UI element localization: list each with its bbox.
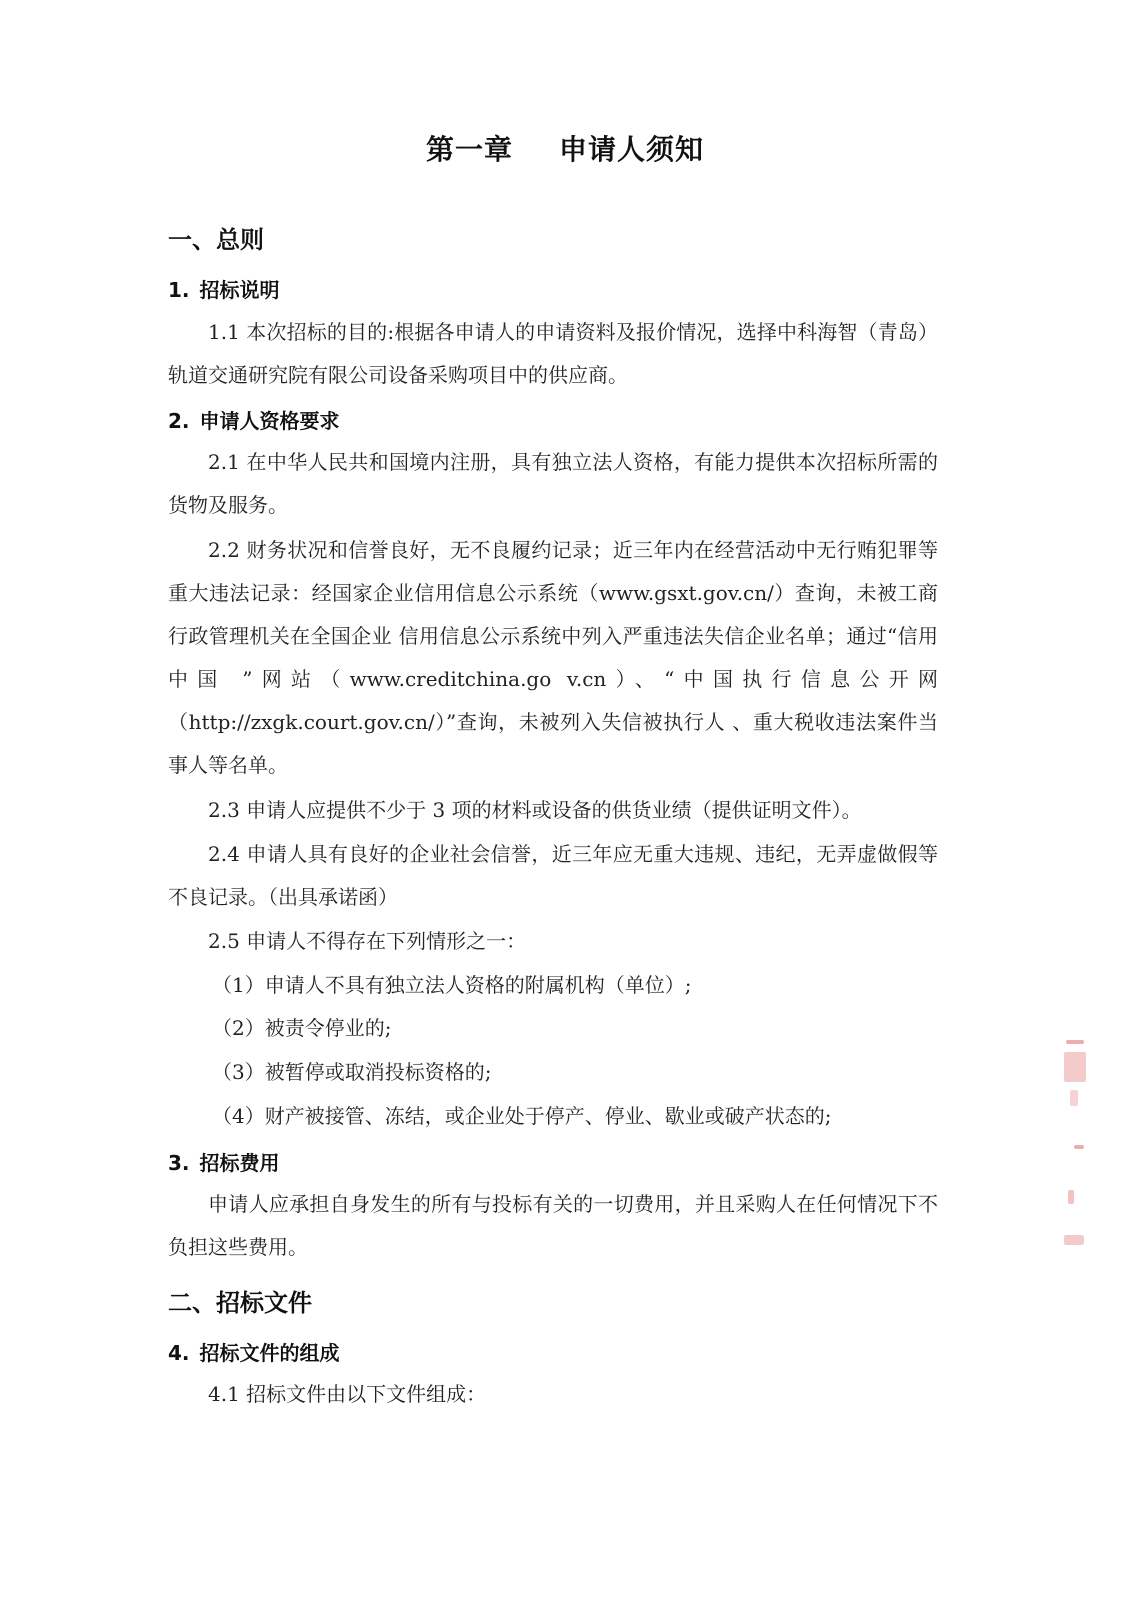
paragraph-2-3: 2.3 申请人应提供不少于 3 项的材料或设备的供货业绩（提供证明文件）。 — [208, 798, 862, 822]
paragraph-2-4: 2.4 申请人具有良好的企业社会信誉，近三年应无重大违规、违纪，无弄虚做假等不良记录。（出具承诺函） — [168, 842, 938, 909]
item-heading-bid-cost — [168, 1147, 280, 1176]
list-item-2: （2）被责令停业的; — [212, 1016, 392, 1040]
item-number: 1. — [168, 278, 190, 302]
paragraph-2-1: 2.1 在中华人民共和国境内注册，具有独立法人资格，有能力提供本次招标所需的货物及服务。 — [168, 450, 938, 517]
chapter-number: 第一章 — [425, 133, 513, 166]
paragraph-2-5: 2.5 申请人不得存在下列情形之一： — [208, 929, 527, 953]
item-title: 招标费用 — [199, 1151, 280, 1175]
paragraph-1-1: 1.1 本次招标的目的:根据各申请人的申请资料及报价情况，选择中科海智（青岛）轨道交通研究院有限公司设备采购项目中的供应商。 — [168, 320, 938, 387]
list-item-4: （4）财产被接管、冻结，或企业处于停产、停业、歇业或破产状态的; — [212, 1104, 832, 1128]
paragraph-4-1: 4.1 招标文件由以下文件组成： — [208, 1382, 487, 1406]
section-heading-bid-documents: 二、招标文件 — [168, 1289, 312, 1317]
chapter-name: 申请人须知 — [559, 133, 705, 166]
list-item-3: （3）被暂停或取消投标资格的; — [212, 1060, 492, 1084]
item-heading-qualification — [168, 405, 340, 434]
item-heading-bid-description — [168, 274, 280, 303]
paragraph-2-2: 2.2 财务状况和信誉良好，无不良履约记录；近三年内在经营活动中无行贿犯罪等重大违法记录：经国家企业信用信息公示系统（www.gsxt.gov.cn/）查询，未被工商行政管理机关在全国企业 信用信息公示系统中列入严重违法失信企业名单；通过“信用中国 ”网站（www.creditchina.go v.cn）、“中国执行信息公开网（http://zxgk.court.gov.cn/）”查询，未被列入失信被执行人 、重大税收违法案件当事人等名单。 — [168, 538, 938, 777]
chapter-title — [0, 128, 1130, 168]
item-title: 招标说明 — [199, 278, 280, 302]
item-title: 申请人资格要求 — [199, 409, 340, 433]
list-item-1: （1）申请人不具有独立法人资格的附属机构（单位）; — [212, 973, 692, 997]
item-number: 2. — [168, 409, 190, 433]
item-number: 4. — [168, 1341, 190, 1365]
section-heading-general: 一、总则 — [168, 226, 264, 254]
paragraph-3: 申请人应承担自身发生的所有与投标有关的一切费用，并且采购人在任何情况下不负担这些费用。 — [168, 1192, 938, 1259]
item-title: 招标文件的组成 — [199, 1341, 340, 1365]
seal-stamp-remnant — [1060, 1040, 1090, 1260]
item-heading-document-composition — [168, 1337, 340, 1366]
item-number: 3. — [168, 1151, 190, 1175]
